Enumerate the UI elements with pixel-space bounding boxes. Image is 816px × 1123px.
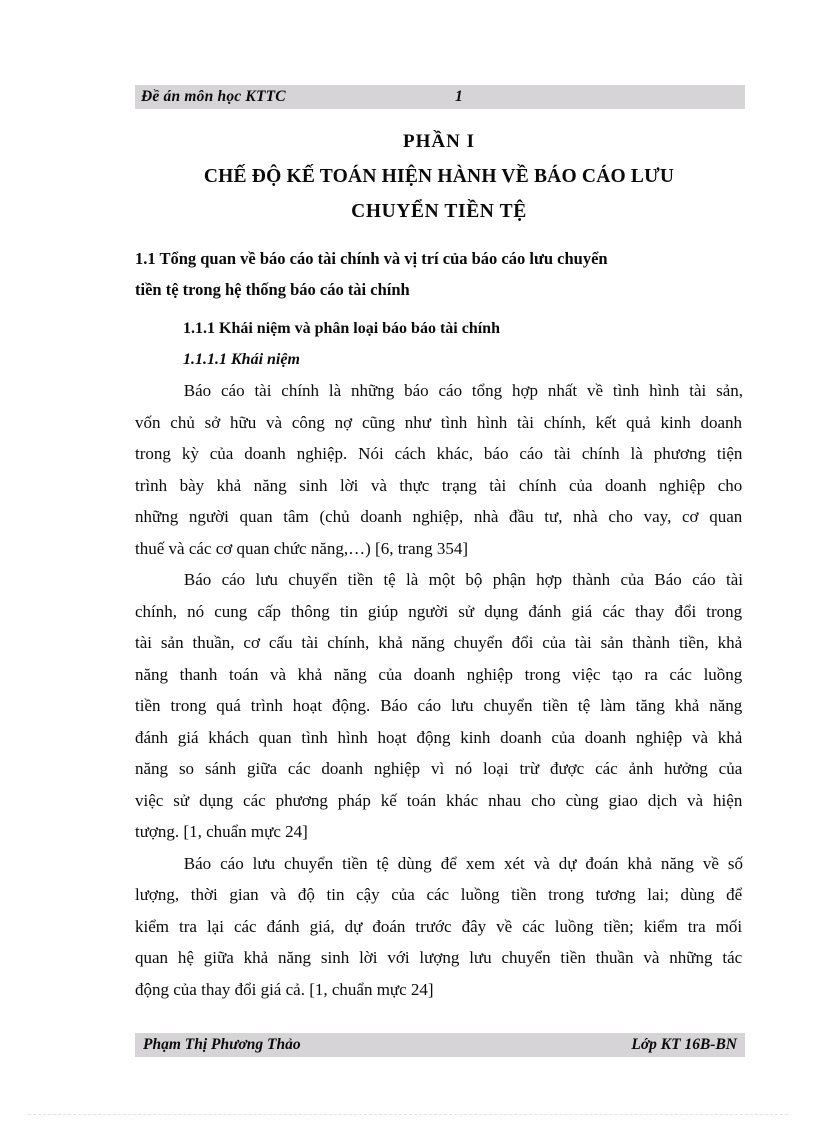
paragraph-3-line-1 <box>135 848 743 880</box>
paragraph-3 <box>135 848 743 1006</box>
line-text: Báo cáo lưu chuyển tiền tệ là một bộ phận hợp thành của Báo cáo tài <box>183 570 743 589</box>
footer-author: Phạm Thị Phương Thảo <box>143 1036 301 1053</box>
paragraph-1-line-2 <box>135 407 743 439</box>
paragraph-3-line-3 <box>135 911 743 943</box>
paragraph-1-line-3 <box>135 438 743 470</box>
paragraph-1-line-4 <box>135 470 743 502</box>
line-text: Báo cáo lưu chuyển tiền tệ dùng để xem xét và dự đoán khả năng về số <box>183 853 743 873</box>
paragraph-1-line-1 <box>135 375 743 407</box>
line-text: năng thanh toán và khả năng của doanh nghiệp trong việc tạo ra các luồng <box>135 664 743 684</box>
line-text: quan hệ giữa khả năng sinh lời với lượng lưu chuyển tiền thuần và những tác <box>135 948 743 967</box>
section-heading-1-1-1: 1.1.1 Khái niệm và phân loại báo báo tài chính <box>183 320 500 337</box>
part-title: PHẦN I <box>403 131 475 152</box>
line-text: kiểm tra lại các đánh giá, dự đoán trước đây về các luồng tiền; kiểm tra mối <box>135 916 743 936</box>
bottom-dashed-rule <box>28 1114 788 1115</box>
paragraph-2-line-9 <box>135 816 743 848</box>
line-text: năng so sánh giữa các doanh nghiệp vì nó loại trừ được các ảnh hưởng của <box>135 759 743 778</box>
line-text: thuế và các cơ quan chức năng,…) [6, trang 354] <box>135 538 469 558</box>
line-text: tượng. [1, chuẩn mực 24] <box>135 822 308 841</box>
paragraph-2-line-2 <box>135 596 743 628</box>
line-text: tài sản thuần, cơ cấu tài chính, khả năng chuyển đổi của tài sản thành tiền, khả <box>135 633 743 652</box>
paragraph-2-line-4 <box>135 659 743 691</box>
running-header <box>135 85 745 109</box>
section-heading-1-1-line-1: 1.1 Tổng quan về báo cáo tài chính và vị trí của báo cáo lưu chuyển <box>135 249 608 268</box>
paragraph-1-line-6 <box>135 533 743 565</box>
line-text: tiền trong quá trình hoạt động. Báo cáo lưu chuyển tiền tệ làm tăng khả năng <box>135 696 743 715</box>
line-text: chính, nó cung cấp thông tin giúp người sử dụng đánh giá các thay đổi trong <box>135 601 743 621</box>
paragraph-2-line-1 <box>135 564 743 596</box>
line-text: lượng, thời gian và độ tin cậy của các luồng tiền trong tương lai; dùng để <box>135 885 743 904</box>
paragraph-1-line-5 <box>135 501 743 533</box>
chapter-title-line-2: CHUYỂN TIỀN TỆ <box>351 201 527 222</box>
running-footer <box>135 1033 745 1057</box>
paragraph-2-line-7 <box>135 753 743 785</box>
line-text: những người quan tâm (chủ doanh nghiệp, nhà đầu tư, nhà cho vay, cơ quan <box>135 507 743 526</box>
line-text: Báo cáo tài chính là những báo cáo tổng hợp nhất về tình hình tài sản, <box>183 381 743 400</box>
paragraph-2-line-6 <box>135 722 743 754</box>
paragraph-2-line-8 <box>135 785 743 817</box>
section-heading-1-1-line-2: tiền tệ trong hệ thống báo cáo tài chính <box>135 280 410 299</box>
header-page-number: 1 <box>455 88 463 105</box>
footer-class: Lớp KT 16B-BN <box>631 1036 737 1053</box>
header-title: Đề án môn học KTTC <box>141 88 286 105</box>
line-text: trong kỳ của doanh nghiệp. Nói cách khác, báo cáo tài chính là phương tiện <box>135 444 743 463</box>
paragraph-3-line-5 <box>135 974 743 1006</box>
paragraph-1 <box>135 375 743 564</box>
chapter-title-line-1: CHẾ ĐỘ KẾ TOÁN HIỆN HÀNH VỀ BÁO CÁO LƯU <box>203 166 675 187</box>
paragraph-3-line-4 <box>135 942 743 974</box>
paragraph-2-line-3 <box>135 627 743 659</box>
line-text: vốn chủ sở hữu và công nợ cũng như tình hình tài chính, kết quả kinh doanh <box>135 412 743 432</box>
line-text: việc sử dụng các phương pháp kế toán khác nhau cho cùng giao dịch và hiện <box>135 790 743 810</box>
paragraph-3-line-2 <box>135 879 743 911</box>
paragraph-2-line-5 <box>135 690 743 722</box>
page-content <box>135 124 743 1005</box>
paragraph-2 <box>135 564 743 848</box>
section-heading-1-1-1-1: 1.1.1.1 Khái niệm <box>183 351 300 368</box>
section-heading-1-1 <box>135 243 743 305</box>
line-text: đánh giá khách quan tình hình hoạt động kinh doanh của doanh nghiệp và khả <box>135 727 743 747</box>
line-text: động của thay đổi giá cả. [1, chuẩn mực 24] <box>135 979 434 999</box>
line-text: trình bày khả năng sinh lời và thực trạng tài chính của doanh nghiệp cho <box>135 475 743 495</box>
